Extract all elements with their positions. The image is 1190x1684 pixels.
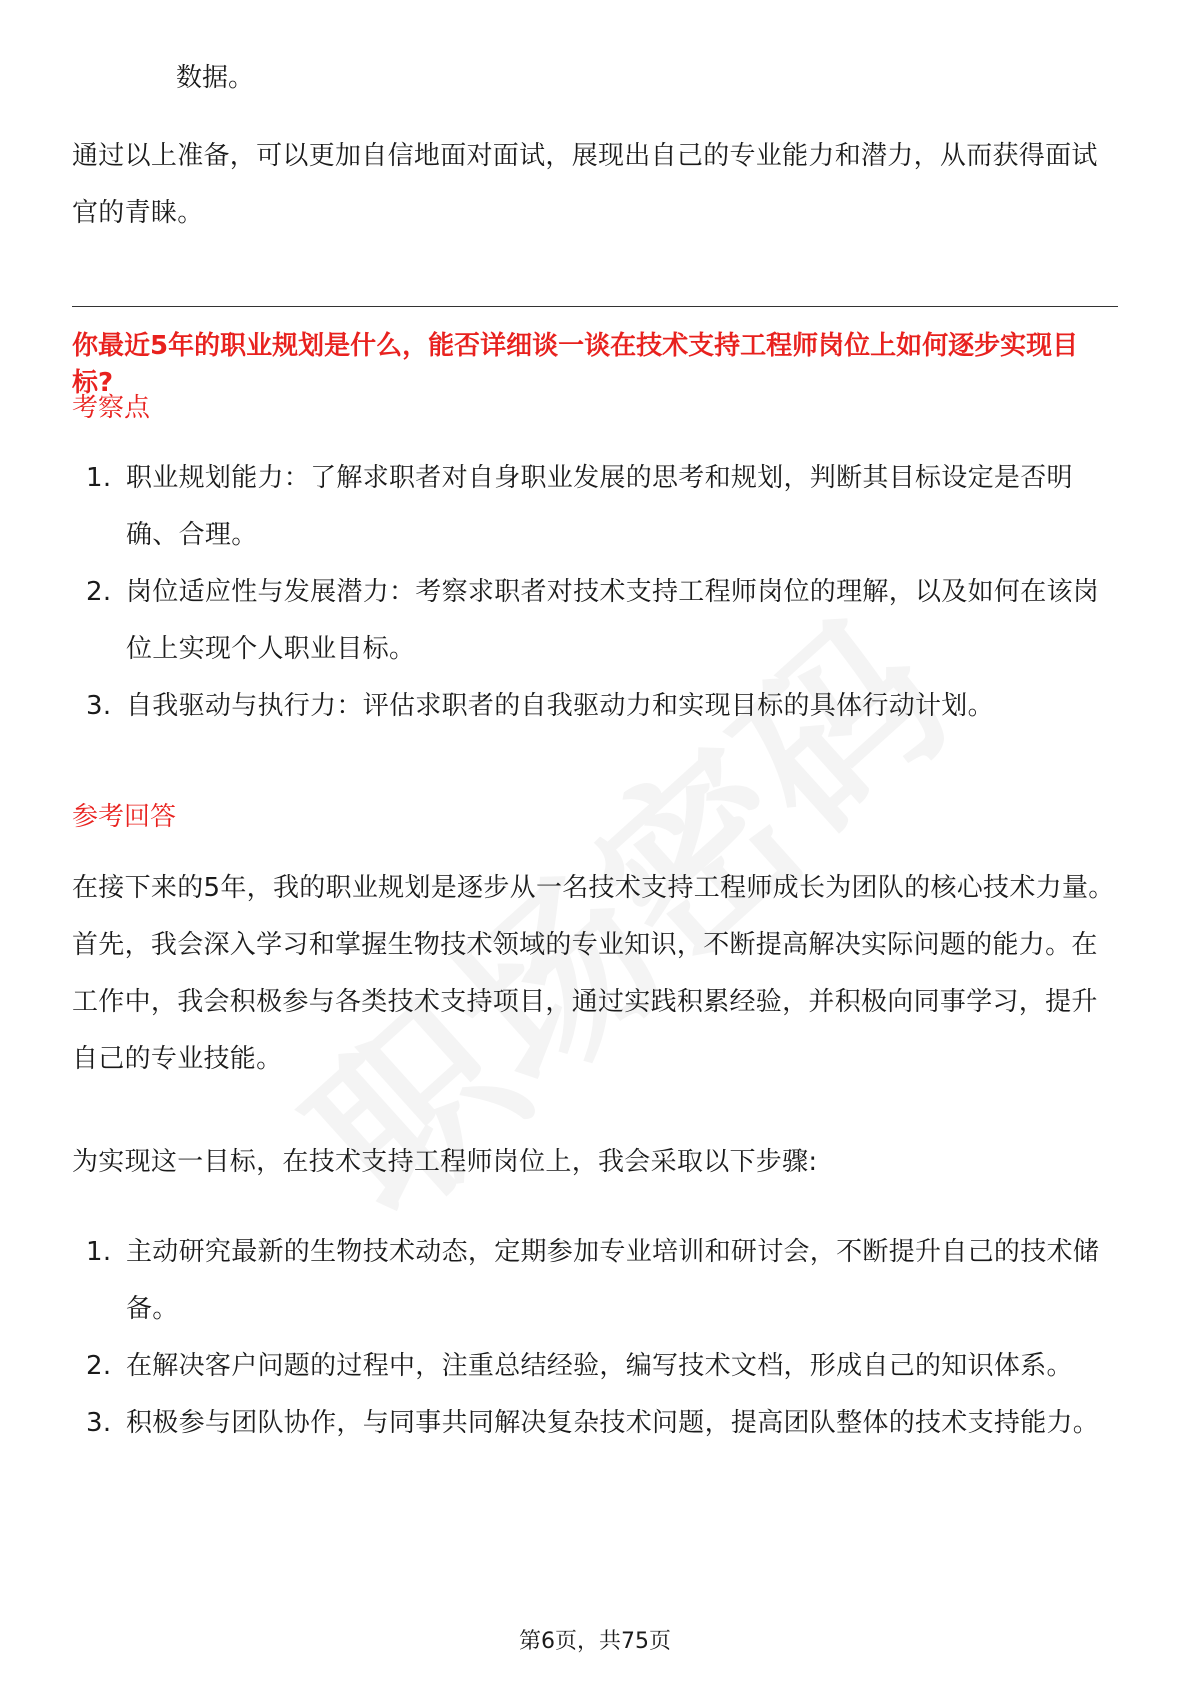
- list-item-number: 1.: [86, 463, 112, 493]
- steps-intro: 为实现这一目标，在技术支持工程师岗位上，我会采取以下步骤:: [72, 1147, 818, 1177]
- assessment-list: [72, 450, 1118, 735]
- answer-paragraph: 在接下来的5年，我的职业规划是逐步从一名技术支持工程师成长为团队的核心技术力量。首先，我会深入学习和掌握生物技术领域的专业知识，不断提高解决实际问题的能力。在工作中，我会积极参与各类技术支持项目，通过实践积累经验，并积极向同事学习，提升自己的专业技能。: [72, 873, 1115, 1074]
- list-item: [72, 678, 1118, 735]
- list-item: [72, 450, 1118, 564]
- list-item-text: 自我驱动与执行力：评估求职者的自我驱动力和实现目标的具体行动计划。: [126, 691, 994, 721]
- list-item-number: 2.: [86, 1351, 112, 1381]
- list-item: [72, 1338, 1118, 1395]
- steps-list: [72, 1224, 1118, 1452]
- section-divider: [72, 306, 1118, 307]
- list-item-text: 职业规划能力：了解求职者对自身职业发展的思考和规划，判断其目标设定是否明确、合理。: [126, 463, 1073, 550]
- list-item: [72, 1395, 1118, 1452]
- answer-title: 参考回答: [72, 802, 177, 832]
- page-footer: 第6页，共75页: [519, 1629, 671, 1654]
- continued-text: 数据。: [176, 63, 255, 93]
- list-item-number: 3.: [86, 691, 112, 721]
- list-item-text: 在解决客户问题的过程中，注重总结经验，编写技术文档，形成自己的知识体系。: [126, 1351, 1073, 1381]
- list-item-number: 2.: [86, 577, 112, 607]
- list-item-number: 3.: [86, 1408, 112, 1438]
- list-item-number: 1.: [86, 1237, 112, 1267]
- list-item-text: 积极参与团队协作，与同事共同解决复杂技术问题，提高团队整体的技术支持能力。: [126, 1408, 1100, 1438]
- intro-paragraph: 通过以上准备，可以更加自信地面对面试，展现出自己的专业能力和潜力，从而获得面试官的青睐。: [72, 141, 1098, 228]
- assessment-title: 考察点: [72, 393, 151, 423]
- list-item: [72, 1224, 1118, 1338]
- list-item-text: 岗位适应性与发展潜力：考察求职者对技术支持工程师岗位的理解，以及如何在该岗位上实现个人职业目标。: [126, 577, 1100, 664]
- list-item: [72, 564, 1118, 678]
- question-heading: 你最近5年的职业规划是什么，能否详细谈一谈在技术支持工程师岗位上如何逐步实现目标?: [72, 331, 1079, 398]
- list-item-text: 主动研究最新的生物技术动态，定期参加专业培训和研讨会，不断提升自己的技术储备。: [126, 1237, 1100, 1324]
